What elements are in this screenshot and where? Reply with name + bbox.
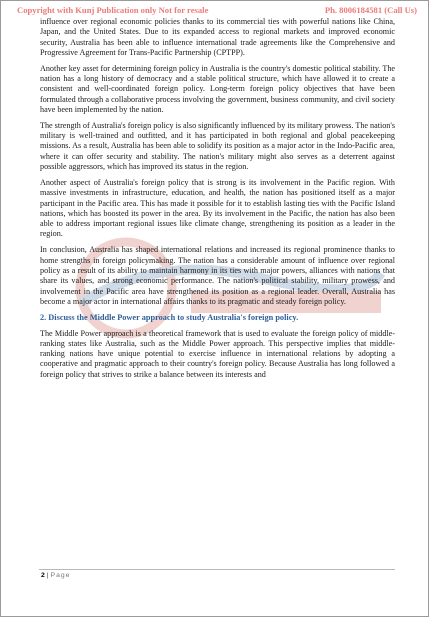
- page-header: [17, 5, 417, 15]
- paragraph-military-prowess: The strength of Australia's foreign policy is also significantly influenced by its military prowess. The nation's military is well-trained and outfitted, and it has participated in both regional and global peacekeeping missions. As a result, Australia has been able to solidify its position as a major actor in the Indo-Pacific area, where it can offer security and stability. The nation's military might also serves as a deterrent against possible aggressors, which has improved its status in the region.: [40, 120, 395, 172]
- paragraph-middle-power: The Middle Power approach is a theoretical framework that is used to evaluate the foreign policy of middle-ranking states like Australia, such as the Middle Power approach. This perspective implies that middle-ranking nations have unique potential to exercise influence in international relations by adopting a cooperative and pragmatic approach to their country's foreign policy. Because Australia has long followed a foreign policy that strives to strike a balance between its interests and: [40, 328, 395, 379]
- page-footer: [41, 572, 70, 579]
- paragraph-pacific-region: Another aspect of Australia's foreign policy that is strong is its involvement in the Pacific region. With massive investments in infrastructure, education, and health, the nation has positioned itself as a major participant in the Pacific area. This has made it possible for it to establish lasting ties with the Pacific Island nations, which has boosted its power in the area. By its involvement in the Pacific, the nation has also been able to address important regional issues like climate change, strengthening its position as a leader in the region.: [40, 177, 395, 239]
- paragraph-trade-influence: influence over regional economic policies thanks to its commercial ties with powerful nations like China, Japan, and the United States. Due to its expanded access to regional markets and improved economic security, Australia has been able to influence international trade agreements like the Comprehensive and Progressive Agreement for Trans-Pacific Partnership (CPTPP).: [40, 17, 395, 57]
- question-heading: 2. Discuss the Middle Power approach to study Australia's foreign policy.: [40, 312, 299, 322]
- page-body: [40, 17, 395, 386]
- contact-phone: Ph. 8006184581 (Call Us): [324, 5, 417, 15]
- paragraph-conclusion: In conclusion, Australia has shaped international relations and increased its regional prominence thanks to home strengths in foreign policymaking. The nation has a considerable amount of influence over regional policy as a result of its ability to maintain harmony in its ties with major powers, alliances with nations that share its values, and strong economic performance. The nation's political stability, military prowess, and involvement in the Pacific area have strengthened its position as a regional leader. Overall, Australia has become a major actor in international affairs thanks to its pragmatic and steady foreign policy.: [40, 245, 395, 306]
- footer-separator: |: [46, 572, 49, 579]
- copyright-notice: Copyright with Kunj Publication only Not for resale: [17, 5, 209, 15]
- paragraph-political-stability: Another key asset for determining foreign policy in Australia is the country's domestic political stability. The nation has a long history of democracy and a stable political structure, which have allowed it to create a consistent and well-coordinated foreign policy. Long-term foreign policy objectives that have been formulated through a collaborative process involving the government, business community, and civil society have been implemented by the nation.: [40, 63, 395, 114]
- footer-divider: [39, 569, 395, 570]
- page-number: 2: [41, 572, 45, 579]
- page-label: Page: [50, 572, 71, 579]
